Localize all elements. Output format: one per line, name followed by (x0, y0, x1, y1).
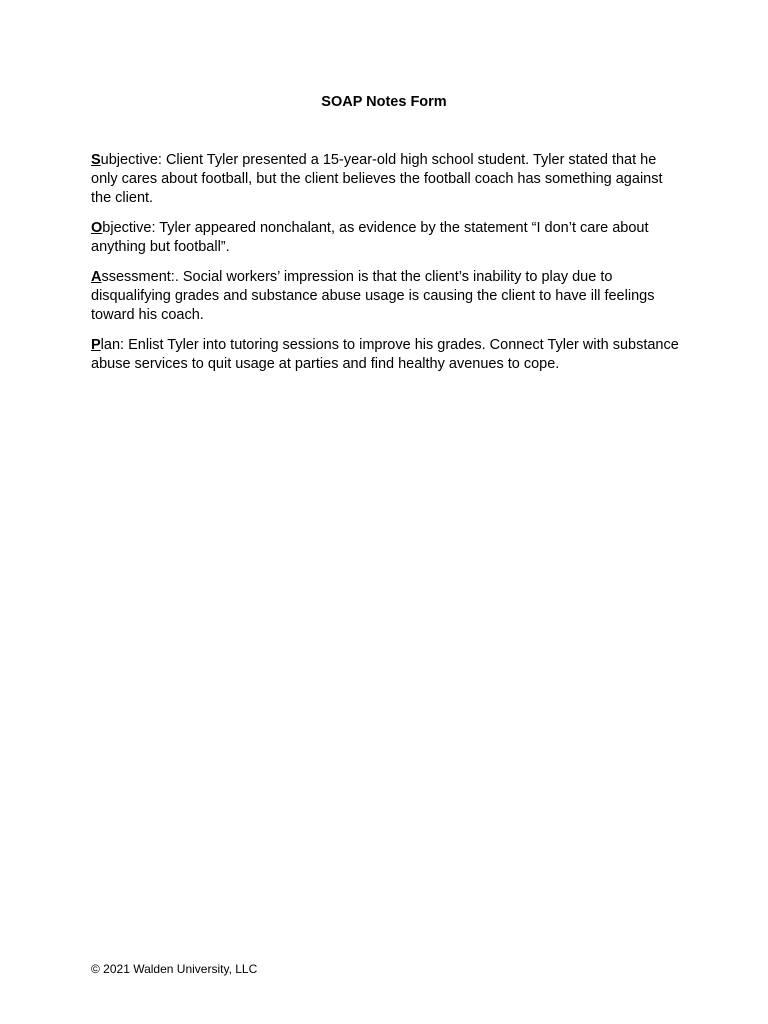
subjective-section (91, 151, 681, 208)
assessment-section (91, 268, 681, 325)
section-initial: P (91, 337, 101, 353)
section-initial: S (91, 152, 101, 168)
section-text: lan: Enlist Tyler into tutoring sessions to improve his grades. Connect Tyler with substance abuse services to quit usage at parties and find healthy avenues to cope. (91, 337, 679, 372)
section-initial: A (91, 269, 102, 285)
soap-notes-body (91, 151, 681, 385)
section-text: ubjective: Client Tyler presented a 15-year-old high school student. Tyler stated that he only cares about football, but the client believes the football coach has something against the client. (91, 152, 663, 206)
page-title: SOAP Notes Form (321, 94, 447, 110)
section-text: ssessment:. Social workers’ impression is that the client’s inability to play due to disqualifying grades and substance abuse usage is causing the client to have ill feelings toward his coach. (91, 269, 655, 323)
plan-section (91, 336, 681, 374)
objective-section (91, 219, 681, 257)
copyright-footer: © 2021 Walden University, LLC (91, 962, 258, 976)
section-text: bjective: Tyler appeared nonchalant, as evidence by the statement “I don’t care about anything but football”. (91, 220, 649, 255)
section-initial: O (91, 220, 103, 236)
